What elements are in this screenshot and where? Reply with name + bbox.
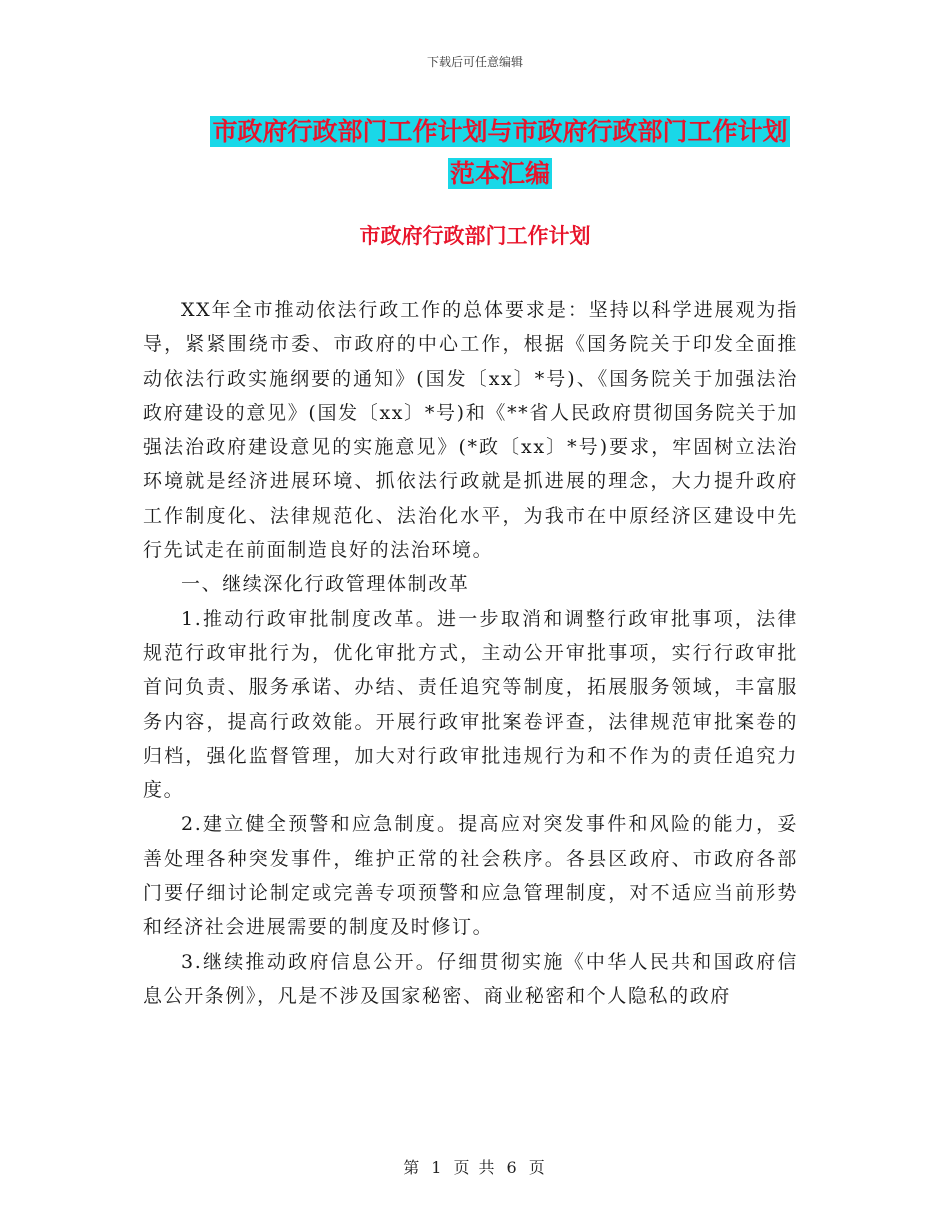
paragraph-item-3: 3.继续推动政府信息公开。仔细贯彻实施《中华人民共和国政府信息公开条例》，凡是不涉及国家秘密、商业秘密和个人隐私的政府 bbox=[143, 950, 798, 1007]
document-title-line-2 bbox=[150, 155, 850, 193]
page-number: 1 bbox=[431, 1158, 444, 1177]
header-note: 下载后可任意编辑 bbox=[426, 55, 523, 69]
footer-suffix: 页 bbox=[528, 1158, 547, 1177]
section-title: 市政府行政部门工作计划 bbox=[359, 224, 591, 248]
footer-prefix: 第 bbox=[403, 1158, 422, 1177]
page-footer bbox=[0, 1155, 950, 1178]
total-pages: 6 bbox=[506, 1158, 519, 1177]
paragraph-heading-1: 一、继续深化行政管理体制改革 bbox=[181, 573, 470, 596]
body-text bbox=[143, 293, 798, 1013]
paragraph-item-2: 2.建立健全预警和应急制度。提高应对突发事件和风险的能力，妥善处理各种突发事件，维护正常的社会秩序。各县区政府、市政府各部门要仔细讨论制定或完善专项预警和应急管理制度，对不适应当前形势和经济社会进展需要的制度及时修订。 bbox=[143, 813, 798, 939]
title-highlight: 范本汇编 bbox=[449, 159, 550, 188]
title-highlight: 市政府行政部门工作计划与市政府行政部门工作计划 bbox=[212, 117, 788, 146]
footer-mid: 页 共 bbox=[453, 1158, 497, 1177]
paragraph-intro: XX年全市推动依法行政工作的总体要求是：坚持以科学进展观为指导，紧紧围绕市委、市政府的中心工作，根据《国务院关于印发全面推动依法行政实施纲要的通知》(国发〔xx〕*号)、《国务院关于加强法治政府建设的意见》(国发〔xx〕*号)和《**省人民政府贯彻国务院关于加强法治政府建设意见的实施意见》(*政〔xx〕*号)要求，牢固树立法治环境就是经济进展环境、抓依法行政就是抓进展的理念，大力提升政府工作制度化、法律规范化、法治化水平，为我市在中原经济区建设中先行先试走在前面制造良好的法治环境。 bbox=[143, 299, 798, 562]
document-title-line-1 bbox=[150, 113, 850, 151]
paragraph-item-1: 1.推动行政审批制度改革。进一步取消和调整行政审批事项，法律规范行政审批行为，优化审批方式，主动公开审批事项，实行行政审批首问负责、服务承诺、办结、责任追究等制度，拓展服务领域，丰富服务内容，提高行政效能。开展行政审批案卷评查，法律规范审批案卷的归档，强化监督管理，加大对行政审批违规行为和不作为的责任追究力度。 bbox=[143, 607, 798, 802]
